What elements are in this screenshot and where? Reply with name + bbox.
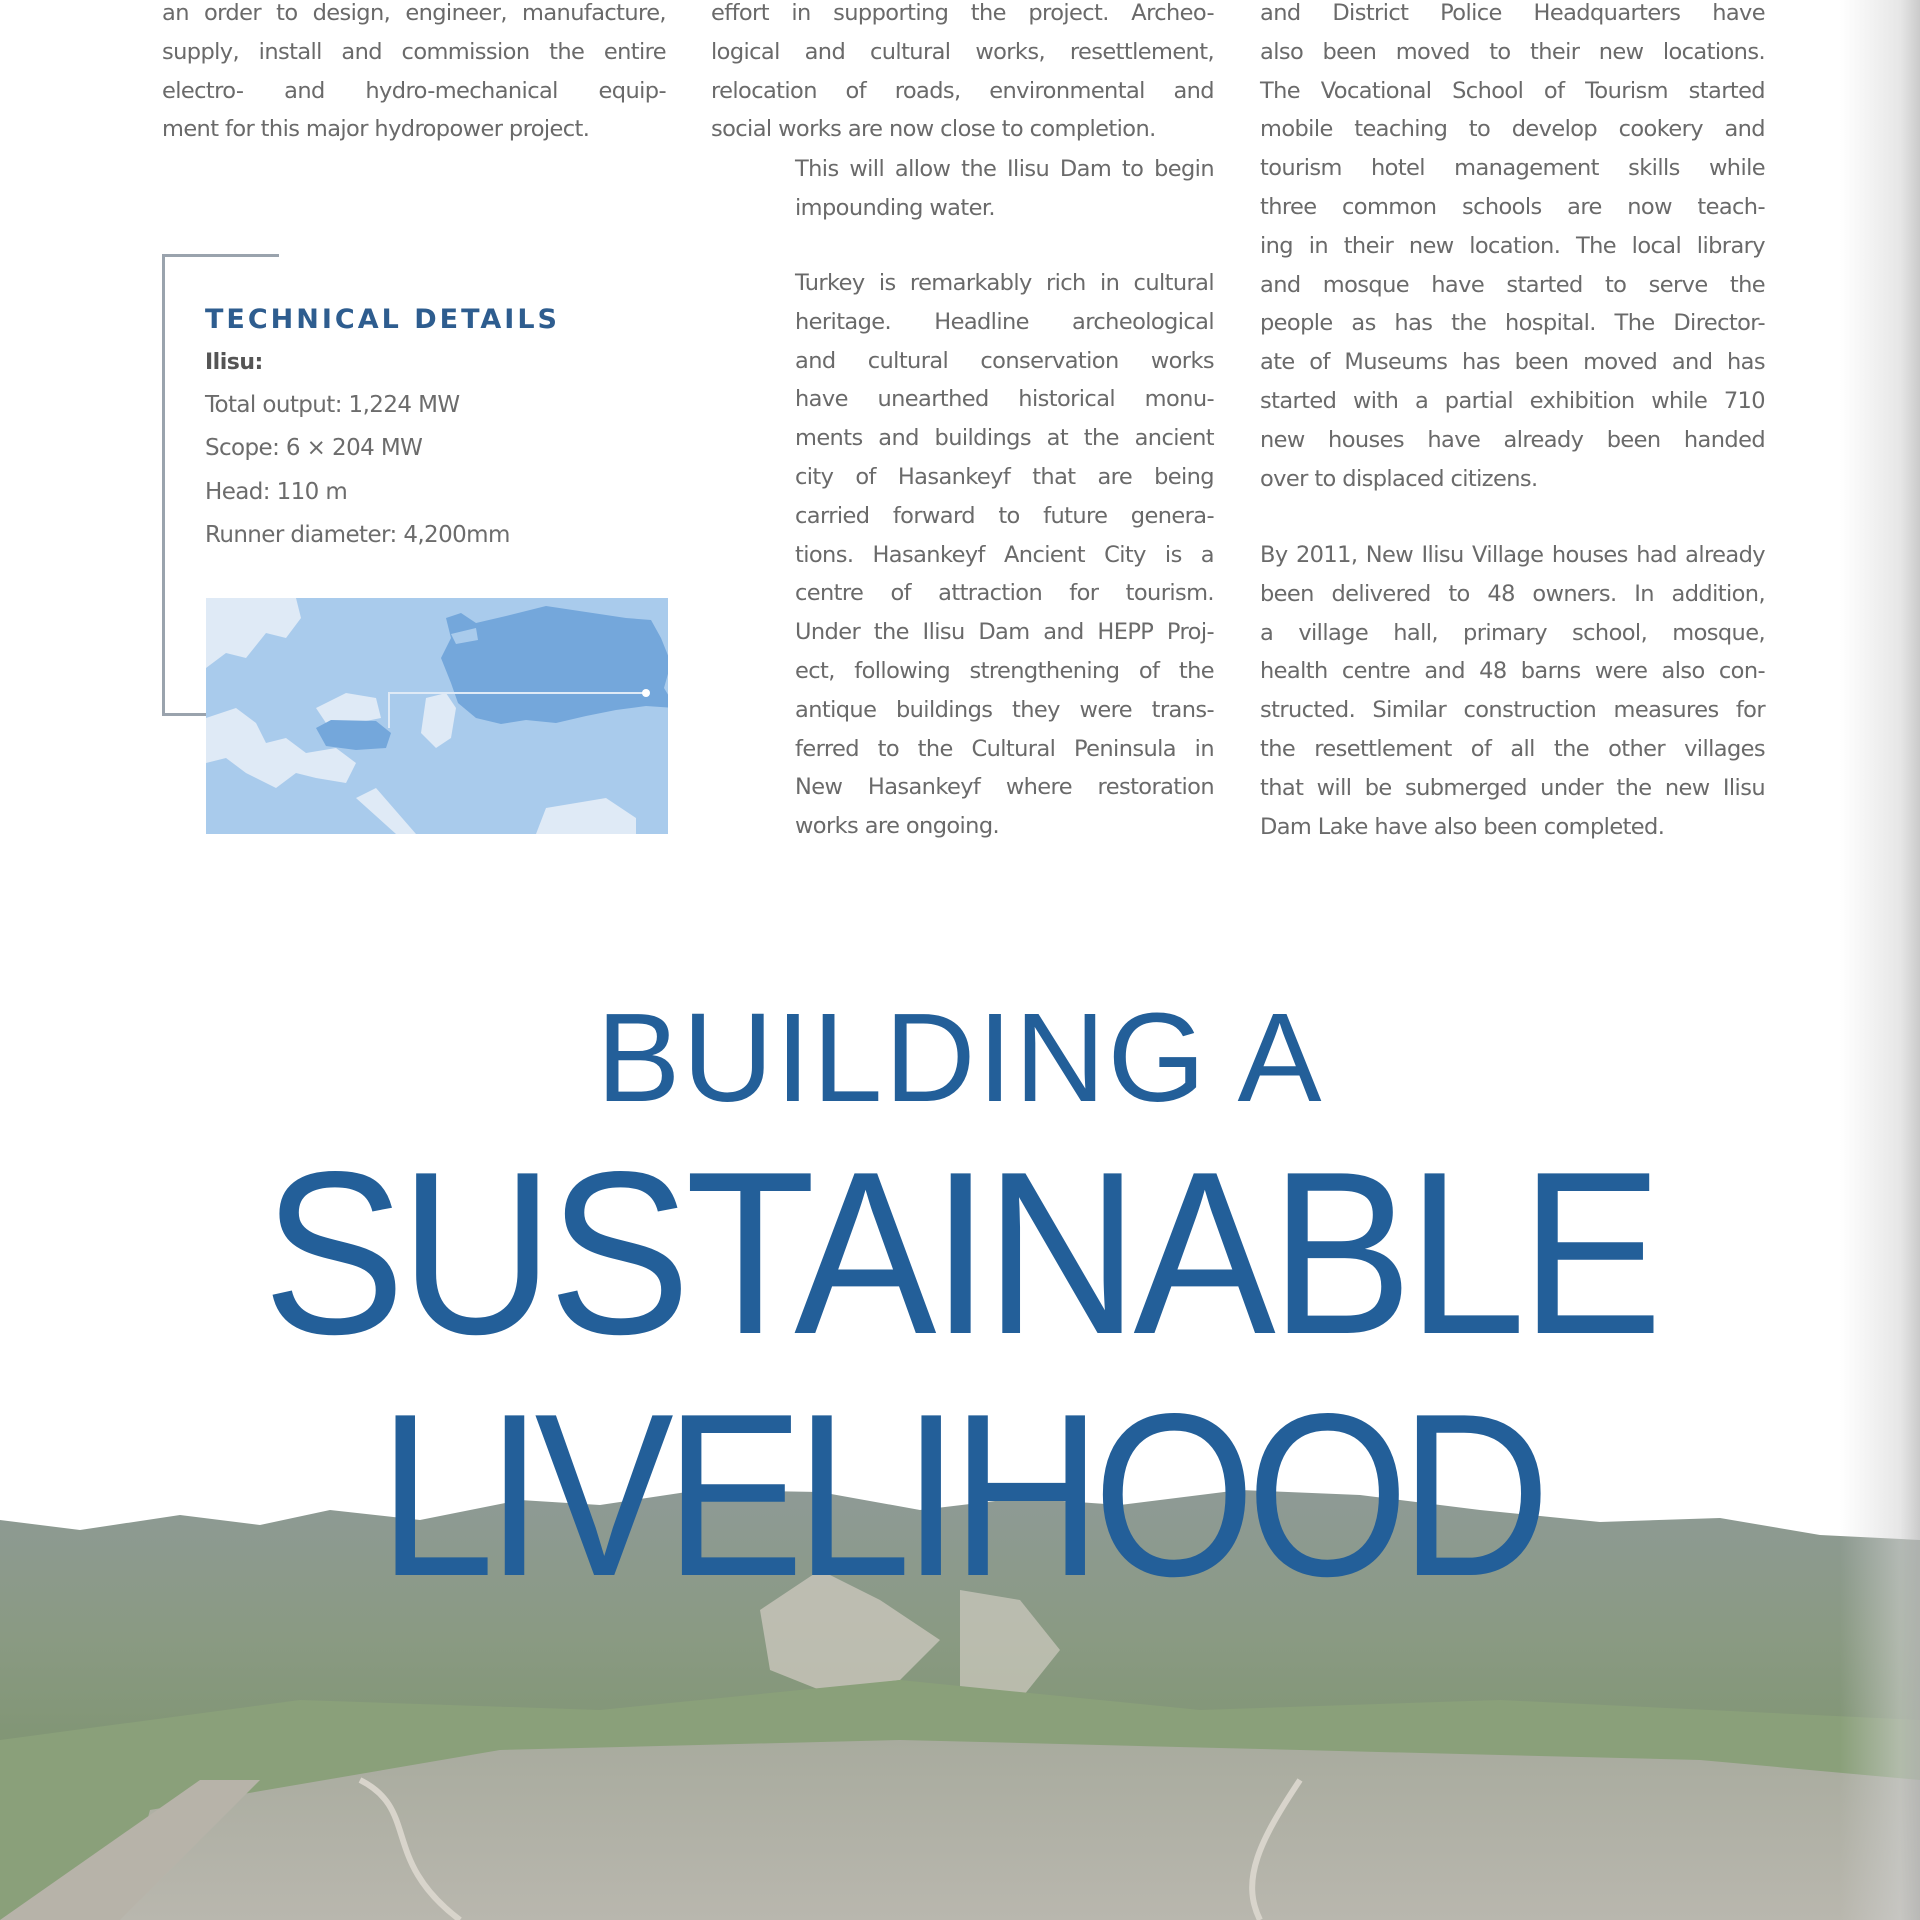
text-line: The Vocational School of Tourism started [1260, 77, 1765, 104]
text-line: social works are now close to completion. [711, 116, 1156, 143]
text-line: By 2011, New Ilisu Village houses had already [1260, 542, 1765, 568]
text-line: ing in their new location. The local library [1260, 232, 1765, 259]
headline-line-1: BUILDING A [596, 987, 1324, 1128]
text-line: over to displaced citizens. [1260, 465, 1538, 492]
headline-line-3: LIVELIHOOD [378, 1366, 1542, 1625]
text-line: This will allow the Ilisu Dam to begin [795, 156, 1214, 182]
column-3-paragraph-2 [1260, 536, 1765, 846]
text-line: works are ongoing. [795, 813, 1000, 840]
technical-details-subtitle: Ilisu: [205, 350, 263, 375]
text-line: also been moved to their new locations. [1260, 38, 1765, 65]
text-line: electro- and hydro-mechanical equip- [162, 77, 666, 104]
text-line: structed. Similar construction measures for [1260, 697, 1765, 724]
map-land-turkey-small [316, 720, 391, 750]
text-line: heritage. Headline archeological [795, 308, 1214, 335]
text-line: tions. Hasankeyf Ancient City is a [795, 541, 1214, 568]
headline-line-2: SUSTAINABLE [262, 1124, 1658, 1383]
column-2-intro-text [711, 0, 1214, 149]
column-1-text [162, 0, 666, 149]
text-line: relocation of roads, environmental and [711, 77, 1214, 104]
text-line: ect, following strengthening of the [795, 657, 1214, 684]
technical-box-frame-side [162, 254, 165, 716]
text-line: been delivered to 48 owners. In addition, [1260, 580, 1765, 607]
text-line: and District Police Headquarters have [1260, 0, 1765, 26]
technical-detail-item: Scope: 6 × 204 MW [205, 435, 423, 461]
text-line: an order to design, engineer, manufacture, [162, 0, 666, 26]
technical-detail-item: Total output: 1,224 MW [205, 392, 460, 418]
text-line: mobile teaching to develop cookery and [1260, 116, 1765, 143]
text-line: health centre and 48 barns were also con- [1260, 658, 1765, 685]
text-line: logical and cultural works, resettlement, [711, 38, 1214, 65]
map-land-turkey-large [441, 606, 668, 724]
text-line: ment for this major hydropower project. [162, 116, 590, 143]
text-line: tourism hotel management skills while [1260, 155, 1765, 182]
text-line: people as has the hospital. The Director- [1260, 310, 1765, 337]
text-line: the resettlement of all the other villages [1260, 735, 1765, 762]
text-line: Turkey is remarkably rich in cultural [795, 270, 1214, 296]
technical-details-title: TECHNICAL DETAILS [205, 304, 561, 335]
text-line: effort in supporting the project. Archeo- [711, 0, 1214, 26]
map-location-marker-icon [642, 689, 650, 697]
text-line: impounding water. [795, 194, 995, 221]
text-line: new houses have already been handed [1260, 426, 1765, 453]
technical-detail-item: Runner diameter: 4,200mm [205, 522, 510, 548]
page-fold-shadow [1840, 0, 1920, 1920]
column-2-continuation-text [795, 150, 1214, 228]
text-line: New Hasankeyf where restoration [795, 774, 1214, 801]
technical-box-frame-bottom [162, 713, 207, 716]
column-3-paragraph-1 [1260, 0, 1765, 498]
text-line: a village hall, primary school, mosque, [1260, 619, 1765, 646]
text-line: started with a partial exhibition while 710 [1260, 387, 1765, 414]
text-line: three common schools are now teach- [1260, 193, 1765, 220]
text-line: Dam Lake have also been completed. [1260, 813, 1665, 840]
text-line: ments and buildings at the ancient [795, 425, 1214, 452]
text-line: Under the Ilisu Dam and HEPP Proj- [795, 619, 1214, 646]
text-line: and cultural conservation works [795, 347, 1214, 374]
column-2-heritage-paragraph [795, 264, 1214, 846]
technical-box-frame-top [162, 254, 279, 257]
text-line: ferred to the Cultural Peninsula in [795, 735, 1214, 762]
text-line: centre of attraction for tourism. [795, 580, 1214, 607]
text-line: city of Hasankeyf that are being [795, 463, 1214, 490]
text-line: and mosque have started to serve the [1260, 271, 1765, 298]
text-line: supply, install and commission the entire [162, 38, 666, 65]
text-line: carried forward to future genera- [795, 502, 1214, 529]
text-line: have unearthed historical monu- [795, 386, 1214, 413]
text-line: that will be submerged under the new Ilisu [1260, 774, 1765, 801]
turkey-location-map-icon [206, 598, 668, 834]
text-line: antique buildings they were trans- [795, 696, 1214, 723]
text-line: ate of Museums has been moved and has [1260, 349, 1765, 376]
technical-detail-item: Head: 110 m [205, 479, 348, 505]
